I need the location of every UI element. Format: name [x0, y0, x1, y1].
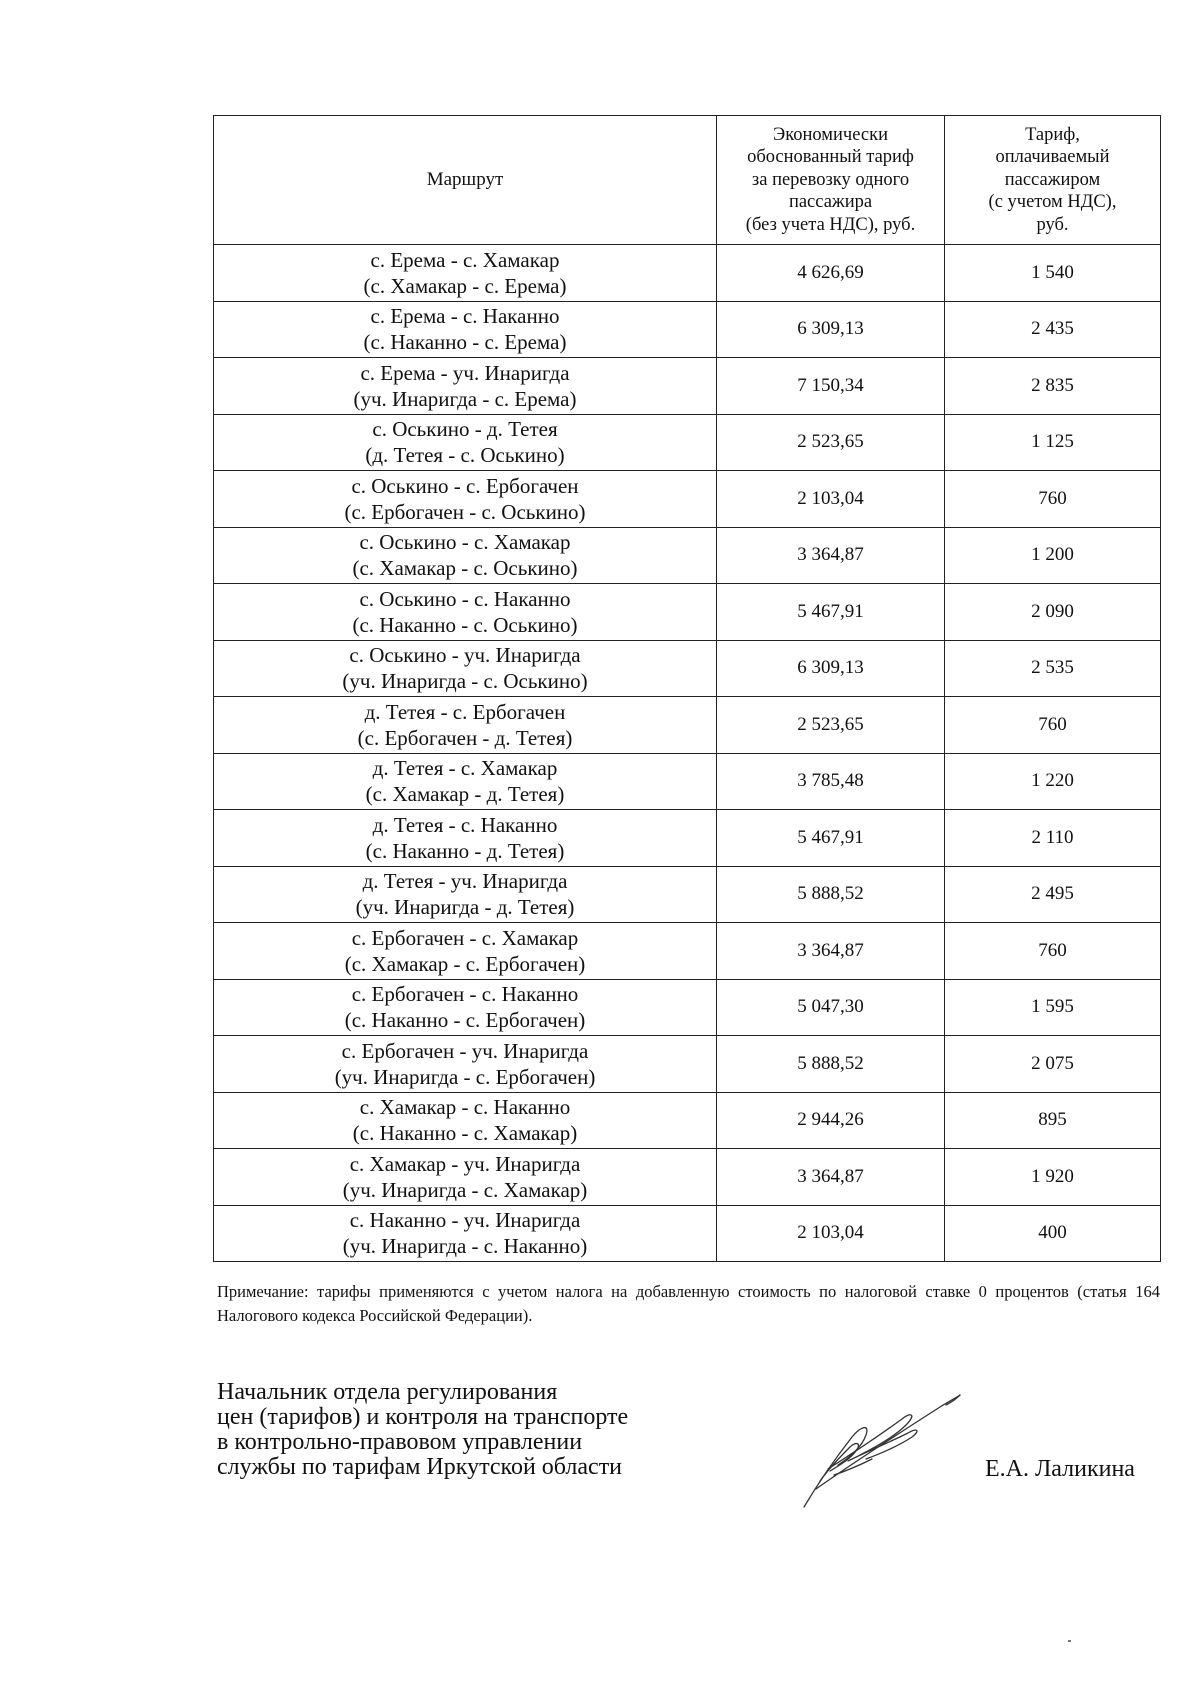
paid-tariff-cell: 2 075	[945, 1036, 1161, 1093]
route-cell	[214, 245, 717, 302]
route-cell	[214, 301, 717, 358]
route-cell	[214, 810, 717, 867]
header-pay-line: руб.	[1036, 214, 1069, 235]
economic-tariff-cell: 7 150,34	[717, 358, 945, 415]
table-row	[214, 1036, 1161, 1093]
route-cell	[214, 923, 717, 980]
route-line: (д. Тетея - с. Оськино)	[365, 443, 565, 468]
paid-tariff-cell: 1 200	[945, 527, 1161, 584]
route-line: (уч. Инаригда - с. Ерема)	[353, 386, 577, 411]
route-line: (уч. Инаригда - д. Тетея)	[355, 895, 575, 920]
route-cell	[214, 1092, 717, 1149]
signer-name: Е.А. Лаликина	[985, 1456, 1135, 1482]
handwritten-signature	[790, 1385, 970, 1515]
route-line: (с. Ербогачен - с. Оськино)	[344, 499, 586, 524]
table-row	[214, 471, 1161, 528]
route-line: (с. Хамакар - с. Оськино)	[352, 556, 578, 581]
header-econ-line: за перевозку одного	[751, 169, 910, 190]
route-cell	[214, 1036, 717, 1093]
table-row	[214, 697, 1161, 754]
economic-tariff-cell: 3 364,87	[717, 1149, 945, 1206]
economic-tariff-cell: 2 103,04	[717, 1205, 945, 1262]
table-header-row	[214, 116, 1161, 245]
header-pay-line: Тариф,	[1025, 124, 1080, 145]
header-economic-tariff	[717, 116, 945, 245]
route-cell	[214, 979, 717, 1036]
paid-tariff-cell: 2 535	[945, 640, 1161, 697]
table-row	[214, 979, 1161, 1036]
table-row	[214, 866, 1161, 923]
position-line: службы по тарифам Иркутской области	[217, 1454, 623, 1480]
route-line: с. Оськино - с. Хамакар	[359, 530, 571, 555]
position-line: в контрольно-правовом управлении	[217, 1429, 583, 1455]
economic-tariff-cell: 6 309,13	[717, 640, 945, 697]
route-line: (уч. Инаригда - с. Хамакар)	[342, 1177, 588, 1202]
scan-speck	[1068, 1640, 1071, 1642]
header-econ-line: обоснованный тариф	[747, 147, 914, 168]
table-row	[214, 1092, 1161, 1149]
paid-tariff-cell: 1 125	[945, 414, 1161, 471]
route-cell	[214, 471, 717, 528]
paid-tariff-cell: 895	[945, 1092, 1161, 1149]
route-line: д. Тетея - уч. Инаригда	[362, 869, 568, 894]
table-row	[214, 358, 1161, 415]
route-line: с. Ербогачен - с. Наканно	[351, 982, 579, 1007]
table-row	[214, 1205, 1161, 1262]
table-note: Примечание: тарифы применяются с учетом налога на добавленную стоимость по налоговой ставке 0 процентов (статья 164 Налогового кодекса Российской Федерации).	[217, 1282, 1160, 1325]
paid-tariff-cell: 1 540	[945, 245, 1161, 302]
route-line: (уч. Инаригда - с. Оськино)	[342, 669, 588, 694]
table-row	[214, 301, 1161, 358]
economic-tariff-cell: 3 785,48	[717, 753, 945, 810]
economic-tariff-cell: 2 523,65	[717, 414, 945, 471]
paid-tariff-cell: 2 090	[945, 584, 1161, 641]
table-row	[214, 923, 1161, 980]
route-cell	[214, 527, 717, 584]
economic-tariff-cell: 2 944,26	[717, 1092, 945, 1149]
route-line: с. Ербогачен - с. Хамакар	[351, 925, 579, 950]
table-row	[214, 414, 1161, 471]
header-pay-line: пассажиром	[1004, 169, 1101, 190]
route-line: (с. Ербогачен - д. Тетея)	[357, 725, 573, 750]
economic-tariff-cell: 2 103,04	[717, 471, 945, 528]
route-line: (с. Наканно - с. Хамакар)	[352, 1121, 578, 1146]
paid-tariff-cell: 1 595	[945, 979, 1161, 1036]
route-line: (с. Хамакар - с. Ербогачен)	[344, 951, 586, 976]
position-line: цен (тарифов) и контроля на транспорте	[217, 1404, 629, 1430]
route-line: (с. Наканно - с. Оськино)	[352, 612, 578, 637]
route-line: д. Тетея - с. Хамакар	[372, 756, 558, 781]
economic-tariff-cell: 5 888,52	[717, 866, 945, 923]
route-cell	[214, 753, 717, 810]
route-line: (с. Хамакар - с. Ерема)	[363, 273, 567, 298]
paid-tariff-cell: 2 835	[945, 358, 1161, 415]
route-line: с. Ербогачен - уч. Инаригда	[341, 1038, 589, 1063]
route-line: с. Ерема - с. Хамакар	[370, 247, 560, 272]
route-line: с. Ерема - уч. Инаригда	[360, 360, 570, 385]
route-cell	[214, 697, 717, 754]
tariff-table	[213, 115, 1161, 1262]
route-line: с. Наканно - уч. Инаригда	[349, 1208, 581, 1233]
economic-tariff-cell: 2 523,65	[717, 697, 945, 754]
header-pay-line: оплачиваемый	[995, 147, 1110, 168]
route-line: с. Хамакар - уч. Инаригда	[349, 1151, 581, 1176]
header-econ-line: Экономически	[773, 124, 888, 145]
table-row	[214, 810, 1161, 867]
route-line: (с. Наканно - с. Ерема)	[363, 330, 567, 355]
header-pay-line: (с учетом НДС),	[988, 192, 1117, 213]
economic-tariff-cell: 3 364,87	[717, 923, 945, 980]
route-line: с. Ерема - с. Наканно	[370, 304, 560, 329]
route-line: (уч. Инаригда - с. Наканно)	[342, 1234, 588, 1259]
route-cell	[214, 866, 717, 923]
paid-tariff-cell: 760	[945, 471, 1161, 528]
route-line: (уч. Инаригда - с. Ербогачен)	[334, 1064, 596, 1089]
table-row	[214, 640, 1161, 697]
table-row	[214, 1149, 1161, 1206]
route-line: с. Оськино - с. Ербогачен	[351, 473, 579, 498]
table-row	[214, 753, 1161, 810]
table-row	[214, 245, 1161, 302]
route-cell	[214, 1149, 717, 1206]
signatory-position	[217, 1380, 737, 1480]
route-line: д. Тетея - с. Ербогачен	[364, 699, 566, 724]
route-line: (с. Наканно - д. Тетея)	[365, 838, 565, 863]
route-cell	[214, 584, 717, 641]
paid-tariff-cell: 400	[945, 1205, 1161, 1262]
route-line: (с. Наканно - с. Ербогачен)	[344, 1008, 586, 1033]
paid-tariff-cell: 1 220	[945, 753, 1161, 810]
table-row	[214, 584, 1161, 641]
paid-tariff-cell: 760	[945, 697, 1161, 754]
route-line: (с. Хамакар - д. Тетея)	[365, 782, 565, 807]
economic-tariff-cell: 4 626,69	[717, 245, 945, 302]
economic-tariff-cell: 5 047,30	[717, 979, 945, 1036]
route-line: с. Оськино - д. Тетея	[372, 417, 558, 442]
economic-tariff-cell: 3 364,87	[717, 527, 945, 584]
header-route: Маршрут	[214, 116, 717, 245]
position-line: Начальник отдела регулирования	[217, 1379, 558, 1405]
economic-tariff-cell: 6 309,13	[717, 301, 945, 358]
route-cell	[214, 1205, 717, 1262]
route-cell	[214, 640, 717, 697]
paid-tariff-cell: 2 435	[945, 301, 1161, 358]
route-line: с. Оськино - уч. Инаригда	[349, 643, 581, 668]
economic-tariff-cell: 5 888,52	[717, 1036, 945, 1093]
route-line: с. Хамакар - с. Наканно	[359, 1095, 571, 1120]
economic-tariff-cell: 5 467,91	[717, 584, 945, 641]
route-cell	[214, 414, 717, 471]
economic-tariff-cell: 5 467,91	[717, 810, 945, 867]
header-econ-line: (без учета НДС), руб.	[745, 214, 916, 235]
paid-tariff-cell: 2 495	[945, 866, 1161, 923]
route-line: с. Оськино - с. Наканно	[359, 586, 571, 611]
paid-tariff-cell: 1 920	[945, 1149, 1161, 1206]
paid-tariff-cell: 2 110	[945, 810, 1161, 867]
header-paid-tariff	[945, 116, 1161, 245]
route-line: д. Тетея - с. Наканно	[372, 812, 558, 837]
route-cell	[214, 358, 717, 415]
paid-tariff-cell: 760	[945, 923, 1161, 980]
table-row	[214, 527, 1161, 584]
header-econ-line: пассажира	[788, 192, 873, 213]
